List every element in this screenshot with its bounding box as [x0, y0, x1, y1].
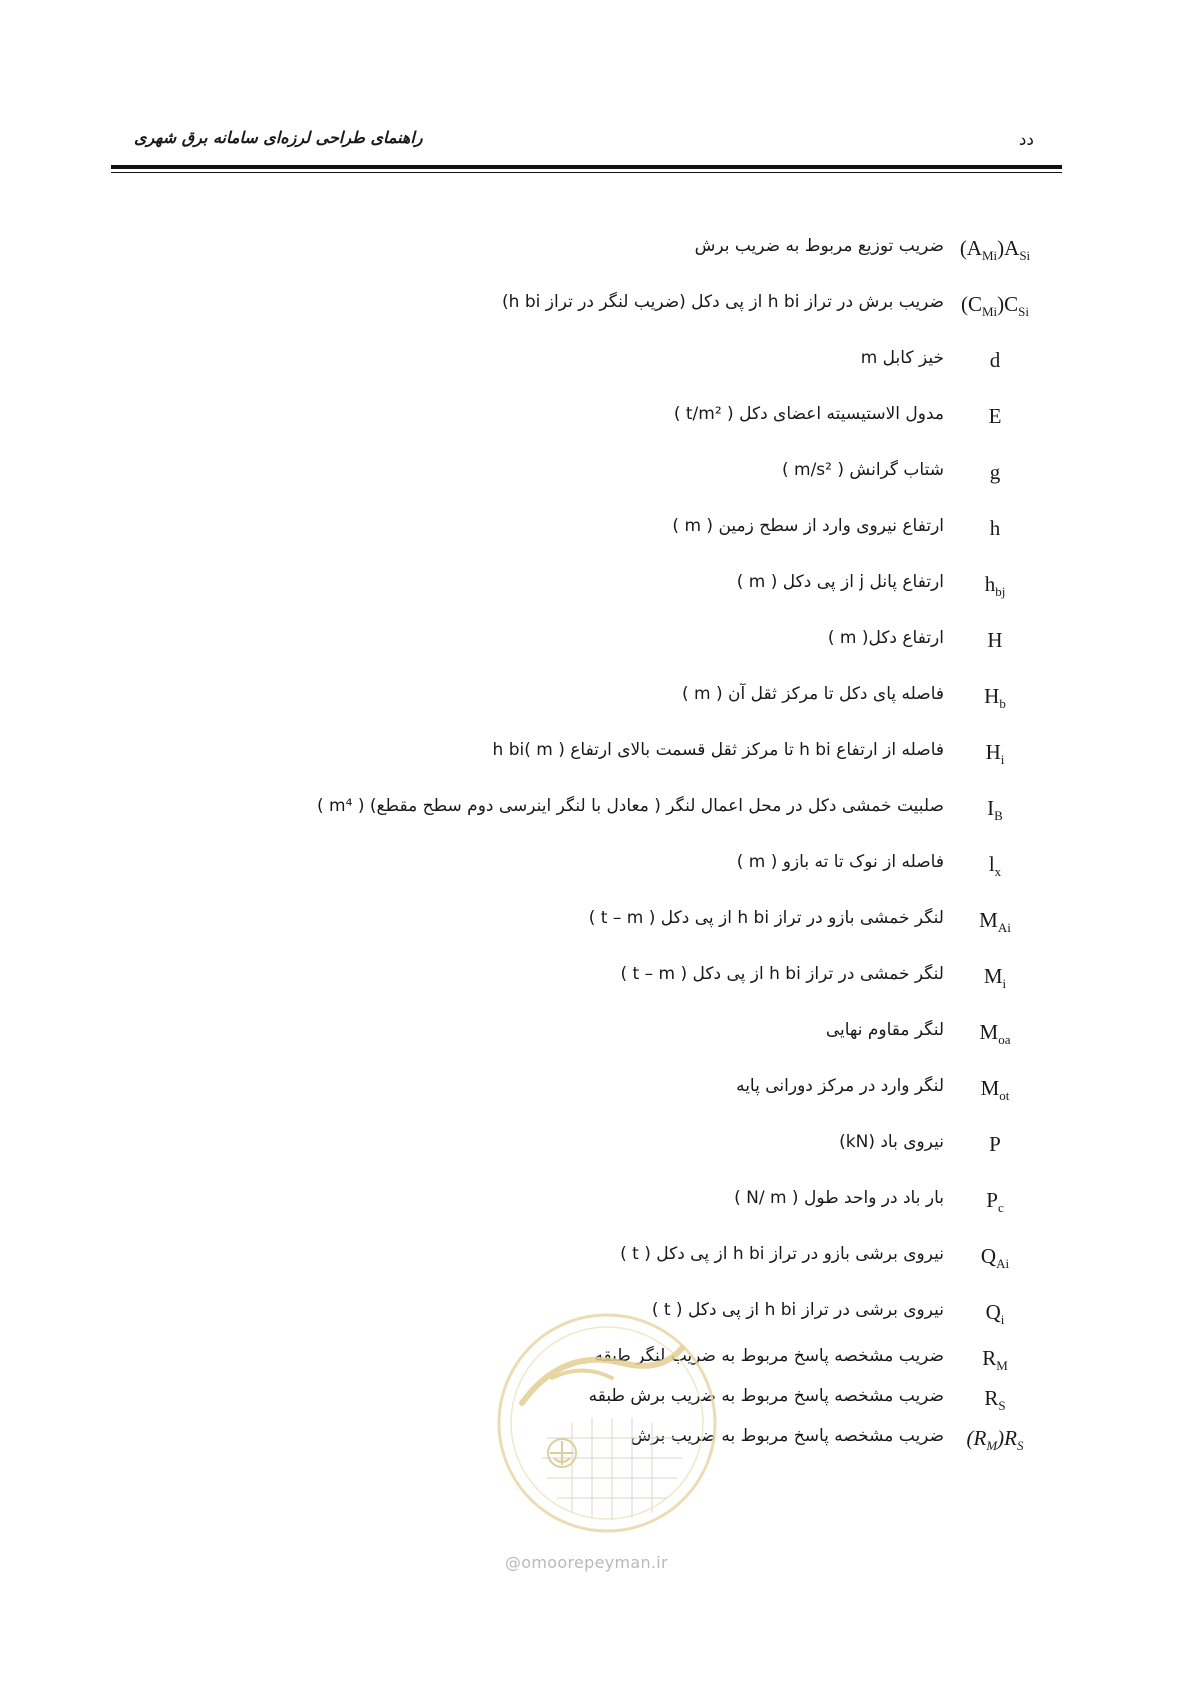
symbol-row	[0, 1386, 1191, 1426]
symbol: d	[989, 348, 1001, 372]
symbol-row	[0, 628, 1191, 668]
symbol-row	[0, 1426, 1191, 1466]
symbol-row	[0, 852, 1191, 892]
symbol-row	[0, 236, 1191, 276]
symbol-row	[0, 348, 1191, 388]
symbol-description: ضریب توزیع مربوط به ضریب برش	[694, 236, 944, 256]
symbol-description: نیروی برشی در تراز h bi از پی دکل ( t )	[651, 1300, 944, 1320]
symbol-row	[0, 796, 1191, 836]
symbol: $I_B$	[987, 796, 1003, 823]
symbol-description: نیروی برشی بازو در تراز h bi از پی دکل ( t )	[620, 1244, 944, 1264]
symbol: $(A_{Mi})A_{Si}$	[959, 236, 1031, 263]
symbol: $H_i$	[985, 740, 1005, 767]
symbol-description: فاصله از ارتفاع h bi تا مرکز ثقل قسمت بالای ارتفاع h bi( m )	[492, 740, 944, 760]
symbol: g	[989, 460, 1001, 484]
symbol-description: ضریب برش در تراز h bi از پی دکل (ضریب لنگر در تراز h bi)	[502, 292, 944, 312]
running-header-title: راهنمای طراحی لرزه‌ای سامانه برق شهری	[134, 128, 423, 147]
symbol-row	[0, 1076, 1191, 1116]
symbol-description: لنگر خمشی در تراز h bi از پی دکل ( t – m )	[620, 964, 944, 984]
symbol-description: صلبیت خمشی دکل در محل اعمال لنگر ( معادل با لنگر اینرسی دوم سطح مقطع) ( m⁴ )	[317, 796, 944, 816]
symbol-row	[0, 1188, 1191, 1228]
symbol-row	[0, 684, 1191, 724]
symbol-description: فاصله از نوک تا ته بازو ( m )	[736, 852, 944, 872]
symbol-description: خیز کابل m	[860, 348, 944, 368]
symbol-row	[0, 404, 1191, 444]
symbol-description: شتاب گرانش ( m/s² )	[781, 460, 944, 480]
watermark-url: @omoorepeyman.ir	[505, 1553, 668, 1572]
symbol: $H_b$	[984, 684, 1006, 711]
symbol: $h_{bj}$	[984, 572, 1006, 599]
symbol: $(R_M)R_S$	[966, 1426, 1024, 1453]
symbol-row	[0, 1346, 1191, 1386]
symbol-description: ارتفاع دکل( m )	[827, 628, 944, 648]
symbol-description: ضریب مشخصه پاسخ مربوط به ضریب برش طبقه	[588, 1386, 944, 1406]
symbol-row	[0, 740, 1191, 780]
symbol-row	[0, 1020, 1191, 1060]
symbol-row	[0, 964, 1191, 1004]
symbol-description: مدول الاستیسیته اعضای دکل ( t/m² )	[673, 404, 944, 424]
symbol: $Q_{Ai}$	[980, 1244, 1010, 1271]
symbol: $P_c$	[986, 1188, 1004, 1215]
symbol-row	[0, 572, 1191, 612]
symbol-description: ضریب مشخصه پاسخ مربوط به ضریب لنگر طبقه	[594, 1346, 944, 1366]
symbol: $Q_i$	[985, 1300, 1005, 1327]
symbol-description: لنگر مقاوم نهایی	[825, 1020, 944, 1040]
symbol-row	[0, 516, 1191, 556]
symbol-row	[0, 292, 1191, 332]
symbol-description: ارتفاع پانل j از پی دکل ( m )	[736, 572, 944, 592]
symbol-row	[0, 1132, 1191, 1172]
symbol: $M_{oa}$	[979, 1020, 1011, 1047]
symbol: h	[989, 516, 1001, 540]
symbol-description: لنگر وارد در مرکز دورانی پایه	[736, 1076, 944, 1096]
symbol-row	[0, 1244, 1191, 1284]
symbol: $R_S$	[984, 1386, 1006, 1413]
symbol: $R_M$	[982, 1346, 1008, 1373]
symbol-description: ارتفاع نیروی وارد از سطح زمین ( m )	[672, 516, 944, 536]
symbol-description: بار باد در واحد طول ( N/ m )	[734, 1188, 944, 1208]
symbol: $M_{Ai}$	[979, 908, 1011, 935]
symbol: P	[989, 1132, 1001, 1156]
symbol: $l_x$	[988, 852, 1002, 879]
symbol-row	[0, 460, 1191, 500]
symbol-row	[0, 908, 1191, 948]
symbol: $(C_{Mi})C_{Si}$	[960, 292, 1029, 319]
symbol: H	[987, 628, 1003, 652]
symbol: $M_i$	[983, 964, 1007, 991]
symbol-row	[0, 1300, 1191, 1340]
symbol-description: لنگر خمشی بازو در تراز h bi از پی دکل ( t – m )	[588, 908, 944, 928]
symbol-description: نیروی باد (kN)	[839, 1132, 944, 1152]
symbol-description: ضریب مشخصه پاسخ مربوط به ضریب برش	[630, 1426, 944, 1446]
symbol: $M_{ot}$	[980, 1076, 1010, 1103]
symbol: E	[988, 404, 1002, 428]
page-number: دد	[1018, 130, 1034, 150]
symbol-description: فاصله پای دکل تا مرکز ثقل آن ( m )	[682, 684, 944, 704]
